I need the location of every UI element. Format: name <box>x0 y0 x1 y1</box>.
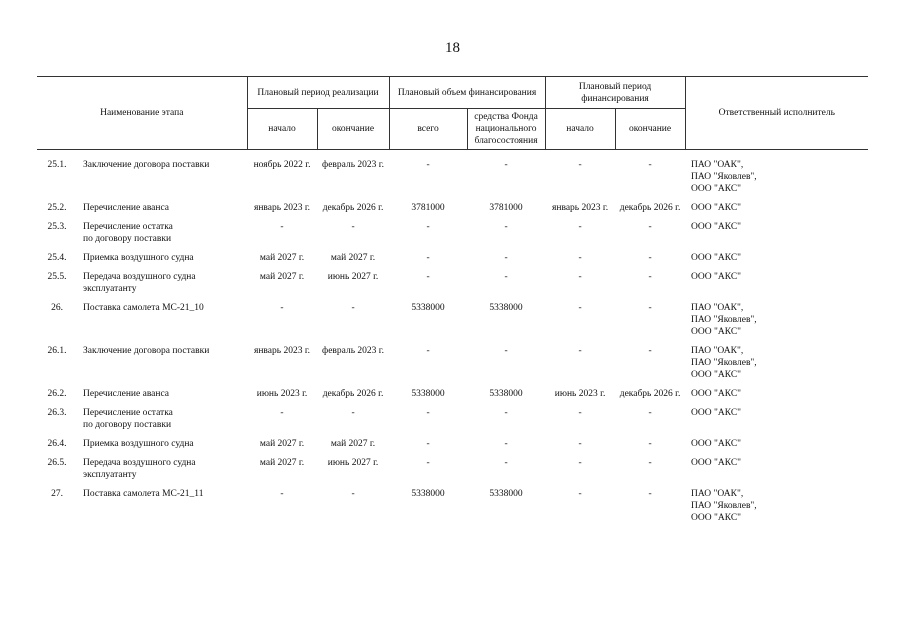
header-fin-end: окончание <box>615 109 685 150</box>
row-end: - <box>351 222 355 232</box>
row-end: июнь 2027 г. <box>327 272 379 282</box>
row-number: 25.2. <box>47 203 67 213</box>
row-stage-name <box>77 251 247 270</box>
row-responsible <box>685 201 868 220</box>
row-stage-name-line: Перечисление остатка <box>83 222 173 232</box>
header-fin-start: начало <box>545 109 615 150</box>
row-stage-name <box>77 201 247 220</box>
row-fin-end: - <box>648 222 652 232</box>
row-end: май 2027 г. <box>330 439 376 449</box>
row-stage-name-line: Заключение договора поставки <box>83 346 210 356</box>
row-fin-start: июнь 2023 г. <box>554 389 606 399</box>
row-fin-start: - <box>578 160 582 170</box>
row-number: 26. <box>51 303 63 313</box>
row-number: 25.3. <box>47 222 67 232</box>
row-number: 27. <box>51 489 63 499</box>
row-responsible-line: ООО "АКС" <box>691 513 742 523</box>
row-end: февраль 2023 г. <box>322 160 384 170</box>
row-responsible <box>685 437 868 456</box>
row-responsible-line: ООО "АКС" <box>691 327 742 337</box>
row-responsible-line: ПАО "ОАК", <box>691 160 744 170</box>
row-fin-end: декабрь 2026 г. <box>619 389 681 399</box>
row-start: май 2027 г. <box>259 253 305 263</box>
table-row <box>37 437 868 456</box>
header-stage-name: Наименование этапа <box>37 77 247 150</box>
row-start: - <box>280 489 284 499</box>
row-stage-name <box>77 301 247 344</box>
row-responsible-line: ООО "АКС" <box>691 222 742 232</box>
header-responsible: Ответственный исполнитель <box>685 77 868 150</box>
row-responsible-line: ООО "АКС" <box>691 203 742 213</box>
row-fin-end: - <box>648 439 652 449</box>
row-total: - <box>426 272 430 282</box>
row-responsible-line: ООО "АКС" <box>691 458 742 468</box>
row-fund: - <box>504 439 508 449</box>
table-row <box>37 158 868 201</box>
row-fin-end: - <box>648 458 652 468</box>
row-stage-name <box>77 487 247 530</box>
row-total: - <box>426 408 430 418</box>
row-number: 25.4. <box>47 253 67 263</box>
row-end: февраль 2023 г. <box>322 346 384 356</box>
row-responsible-line: ООО "АКС" <box>691 370 742 380</box>
row-stage-name-line: эксплуатанту <box>83 470 137 480</box>
row-stage-name-line: по договору поставки <box>83 420 172 430</box>
row-responsible <box>685 456 868 487</box>
row-fin-end: - <box>648 253 652 263</box>
row-fin-end: декабрь 2026 г. <box>619 203 681 213</box>
row-stage-name-line: по договору поставки <box>83 234 172 244</box>
row-responsible-line: ПАО "Яковлев", <box>691 315 757 325</box>
header-planned-period: Плановый период реализации <box>247 77 389 109</box>
row-fin-start: - <box>578 272 582 282</box>
header-total: всего <box>389 109 467 150</box>
row-fund: - <box>504 408 508 418</box>
row-total: - <box>426 160 430 170</box>
row-number: 26.1. <box>47 346 67 356</box>
row-fin-start: - <box>578 408 582 418</box>
row-fund: 5338000 <box>489 389 523 399</box>
row-fin-end: - <box>648 408 652 418</box>
row-responsible <box>685 406 868 437</box>
table-row <box>37 387 868 406</box>
row-start: май 2027 г. <box>259 458 305 468</box>
page-number: 18 <box>445 40 460 56</box>
row-end: - <box>351 489 355 499</box>
row-stage-name <box>77 456 247 487</box>
row-total: 5338000 <box>411 303 445 313</box>
row-responsible-line: ПАО "Яковлев", <box>691 358 757 368</box>
table-row <box>37 456 868 487</box>
row-end: декабрь 2026 г. <box>322 203 384 213</box>
row-stage-name <box>77 270 247 301</box>
row-fin-start: январь 2023 г. <box>552 203 609 213</box>
row-start: январь 2023 г. <box>253 346 311 356</box>
row-stage-name <box>77 158 247 201</box>
row-fin-end: - <box>648 160 652 170</box>
row-fund: - <box>504 346 508 356</box>
header-financing-period: Плановый период финансирования <box>545 77 685 109</box>
row-stage-name-line: Приемка воздушного судна <box>83 253 194 263</box>
row-number: 26.2. <box>47 389 67 399</box>
row-fin-start: - <box>578 346 582 356</box>
table-row <box>37 270 868 301</box>
row-stage-name <box>77 344 247 387</box>
row-fin-start: - <box>578 303 582 313</box>
row-responsible-line: ПАО "ОАК", <box>691 346 744 356</box>
row-total: - <box>426 222 430 232</box>
stage-plan-table <box>37 76 868 530</box>
row-fund: - <box>504 458 508 468</box>
row-stage-name <box>77 406 247 437</box>
row-start: - <box>280 303 284 313</box>
row-stage-name-line: Приемка воздушного судна <box>83 439 194 449</box>
row-responsible-line: ООО "АКС" <box>691 408 742 418</box>
row-stage-name-line: Перечисление остатка <box>83 408 173 418</box>
row-number: 26.4. <box>47 439 67 449</box>
row-responsible <box>685 270 868 301</box>
row-responsible <box>685 387 868 406</box>
row-responsible-line: ПАО "Яковлев", <box>691 172 757 182</box>
row-responsible <box>685 158 868 201</box>
row-stage-name-line: Передача воздушного судна <box>83 458 196 468</box>
row-stage-name-line: Поставка самолета МС-21_10 <box>83 303 204 313</box>
row-responsible <box>685 487 868 530</box>
row-fin-end: - <box>648 303 652 313</box>
row-fin-start: - <box>578 253 582 263</box>
table-row <box>37 406 868 437</box>
row-responsible-line: ООО "АКС" <box>691 184 742 194</box>
row-start: май 2027 г. <box>259 272 305 282</box>
row-responsible-line: ПАО "ОАК", <box>691 303 744 313</box>
header-end: окончание <box>317 109 389 150</box>
row-fund: - <box>504 272 508 282</box>
row-responsible <box>685 344 868 387</box>
row-fin-end: - <box>648 346 652 356</box>
row-start: - <box>280 408 284 418</box>
row-start: - <box>280 222 284 232</box>
row-end: июнь 2027 г. <box>327 458 379 468</box>
row-stage-name-line: Передача воздушного судна <box>83 272 196 282</box>
row-stage-name-line: эксплуатанту <box>83 284 137 294</box>
row-end: декабрь 2026 г. <box>322 389 384 399</box>
row-start: май 2027 г. <box>259 439 305 449</box>
header-fund: средства Фонда национального благосостояния <box>467 109 545 150</box>
row-number: 26.5. <box>47 458 67 468</box>
row-fund: 5338000 <box>489 303 523 313</box>
table-row <box>37 220 868 251</box>
row-fund: - <box>504 160 508 170</box>
row-total: 5338000 <box>411 489 445 499</box>
table-body <box>37 150 868 531</box>
row-stage-name <box>77 437 247 456</box>
row-total: 3781000 <box>411 203 445 213</box>
row-responsible-line: ООО "АКС" <box>691 272 742 282</box>
row-stage-name-line: Перечисление аванса <box>83 203 170 213</box>
table-header <box>37 77 868 150</box>
row-stage-name-line: Перечисление аванса <box>83 389 170 399</box>
row-fin-end: - <box>648 489 652 499</box>
table-row <box>37 201 868 220</box>
header-financing-volume: Плановый объем финансирования <box>389 77 545 109</box>
table-row <box>37 344 868 387</box>
row-end: - <box>351 303 355 313</box>
row-fin-start: - <box>578 439 582 449</box>
row-fund: 3781000 <box>489 203 523 213</box>
row-fund: 5338000 <box>489 489 523 499</box>
row-total: - <box>426 253 430 263</box>
row-fin-start: - <box>578 458 582 468</box>
row-start: ноябрь 2022 г. <box>253 160 311 170</box>
row-total: - <box>426 346 430 356</box>
row-number: 25.5. <box>47 272 67 282</box>
row-end: май 2027 г. <box>330 253 376 263</box>
row-number: 25.1. <box>47 160 67 170</box>
table-row <box>37 251 868 270</box>
row-responsible-line: ООО "АКС" <box>691 389 742 399</box>
row-responsible-line: ПАО "Яковлев", <box>691 501 757 511</box>
row-start: июнь 2023 г. <box>256 389 308 399</box>
row-responsible <box>685 301 868 344</box>
row-total: 5338000 <box>411 389 445 399</box>
row-total: - <box>426 439 430 449</box>
row-stage-name-line: Поставка самолета МС-21_11 <box>83 489 204 499</box>
row-number: 26.3. <box>47 408 67 418</box>
row-fund: - <box>504 253 508 263</box>
row-fund: - <box>504 222 508 232</box>
row-fin-start: - <box>578 222 582 232</box>
row-end: - <box>351 408 355 418</box>
table-row <box>37 301 868 344</box>
row-stage-name-line: Заключение договора поставки <box>83 160 210 170</box>
row-total: - <box>426 458 430 468</box>
row-responsible-line: ПАО "ОАК", <box>691 489 744 499</box>
row-responsible <box>685 220 868 251</box>
row-start: январь 2023 г. <box>253 203 311 213</box>
table-row <box>37 487 868 530</box>
row-fin-end: - <box>648 272 652 282</box>
row-stage-name <box>77 220 247 251</box>
row-responsible-line: ООО "АКС" <box>691 253 742 263</box>
row-responsible <box>685 251 868 270</box>
header-start: начало <box>247 109 317 150</box>
row-fin-start: - <box>578 489 582 499</box>
row-responsible-line: ООО "АКС" <box>691 439 742 449</box>
row-stage-name <box>77 387 247 406</box>
